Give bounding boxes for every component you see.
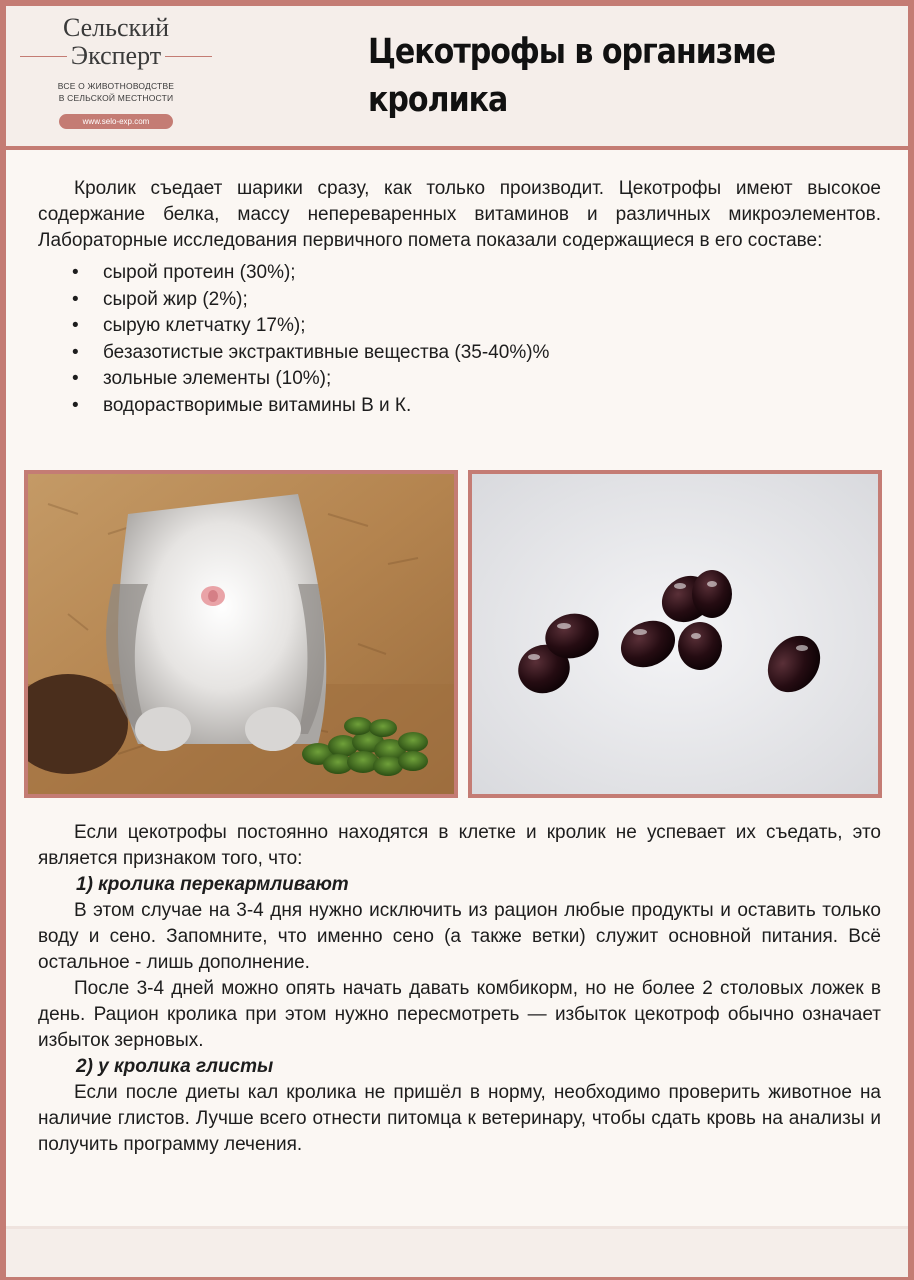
reason1-paragraph-2: После 3-4 дней можно опять начать давать комбикорм, но не более 2 столовых ложек в день. Рацион кролика при этом нужно пересмотреть — избыток цекотроф обычно означает избыток зерновых.: [38, 978, 881, 1051]
rabbit-illustration: [28, 474, 454, 794]
page-title: [368, 28, 815, 124]
list-item: [38, 313, 881, 340]
reason2-paragraph-1: Если после диеты кал кролика не пришёл в норму, необходимо проверить животное на наличие глистов. Лучше всего отнести питомца к ветеринару, чтобы сдать кровь на анализы и получить программу лечения.: [38, 1082, 881, 1155]
logo-tagline-1: ВСЕ О ЖИВОТНОВОДСТВЕ: [57, 81, 175, 91]
photo-row: [24, 470, 882, 798]
list-item-text: безазотистые экстрактивные вещества (35-40%)%: [103, 341, 550, 363]
list-item: [38, 287, 881, 314]
list-item-text: сырой протеин (30%);: [103, 262, 296, 283]
bullet-icon: •: [72, 288, 79, 310]
droppings-illustration: [472, 474, 878, 794]
bullet-icon: •: [72, 262, 79, 283]
list-item: [38, 393, 881, 420]
logo-tagline: [16, 80, 216, 104]
list-item-text: водорастворимые витамины В и К.: [103, 394, 412, 416]
composition-list: [38, 260, 881, 419]
title-line1: Цекотрофы в организме: [368, 32, 776, 72]
bullet-icon: •: [72, 394, 79, 416]
logo-line1: Сельский: [62, 13, 170, 42]
logo-rule-right: [165, 56, 212, 57]
logo-tagline-2: В СЕЛЬСКОЙ МЕСТНОСТИ: [58, 93, 174, 103]
list-item-text: сырой жир (2%);: [103, 288, 248, 310]
list-item: [38, 260, 881, 287]
reason1-paragraph-1: В этом случае на 3-4 дня нужно исключить из рацион любые продукты и оставить только воду и сено. Запомните, что именно сено (а также ветки) служит основной питания. Всё остальное - лишь дополнение.: [38, 900, 881, 973]
logo-rule-left: [20, 56, 67, 57]
cecotrophs-photo: [468, 470, 882, 798]
reason2-heading: 2) у кролика глисты: [76, 1056, 274, 1077]
list-item-text: зольные элементы (10%);: [103, 368, 332, 389]
section-excess-cecotrophs: [38, 820, 881, 1158]
site-url-badge[interactable]: www.selo-exp.com: [59, 114, 174, 129]
list-item-text: сырую клетчатку 17%);: [103, 315, 306, 336]
site-logo[interactable]: [16, 14, 216, 129]
intro-paragraph: Кролик съедает шарики сразу, как только производит. Цекотрофы имеют высокое содержание белка, массу непереваренных витаминов и различных микроэлементов. Лабораторные исследования первичного помета показали содержащиеся в его составе:: [38, 178, 881, 251]
logo-line2: Эксперт: [70, 41, 162, 70]
bullet-icon: •: [72, 368, 79, 389]
title-line2: кролика: [368, 80, 508, 120]
reason1-heading: 1) кролика перекармливают: [76, 874, 349, 895]
list-item: [38, 340, 881, 367]
bullet-icon: •: [72, 315, 79, 336]
header: [6, 6, 908, 150]
intro-section: [38, 176, 881, 419]
logo-line2-row: [16, 42, 216, 70]
rabbit-photo: [24, 470, 458, 798]
section-lead: Если цекотрофы постоянно находятся в клетке и кролик не успевает их съедать, это является признаком того, что:: [38, 822, 881, 869]
footer-band: [6, 1226, 908, 1277]
bullet-icon: •: [72, 341, 79, 363]
list-item: [38, 366, 881, 393]
